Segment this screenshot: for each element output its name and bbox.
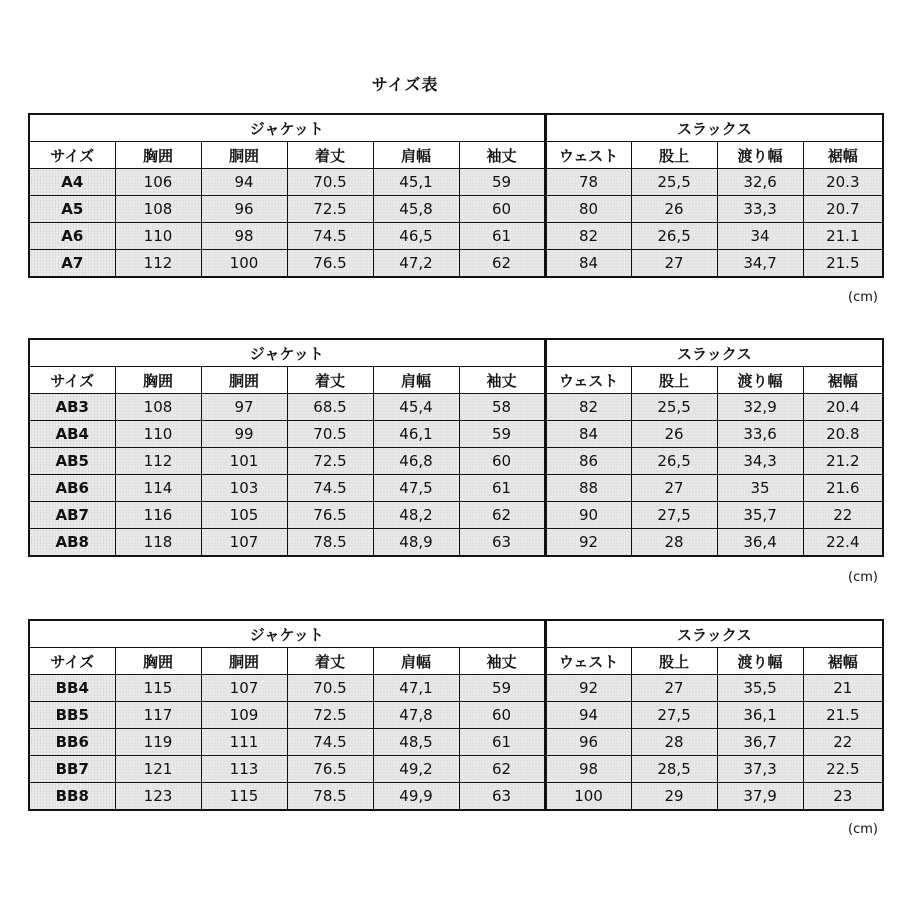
- table-row: [29, 756, 883, 783]
- unit-label-bb: (cm): [848, 822, 878, 837]
- value-cell-hem: 21.6: [803, 475, 883, 502]
- value-cell-thigh: 37,3: [717, 756, 803, 783]
- value-cell-chest: 123: [115, 783, 201, 811]
- value-cell-waist-girth: 98: [201, 223, 287, 250]
- value-cell-hem: 20.7: [803, 196, 883, 223]
- column-header-sleeve: 袖丈: [459, 142, 545, 169]
- value-cell-hem: 21: [803, 675, 883, 702]
- value-cell-chest: 119: [115, 729, 201, 756]
- column-header-chest: 胸囲: [115, 142, 201, 169]
- column-header-hem: 裾幅: [803, 142, 883, 169]
- value-cell-sleeve: 62: [459, 502, 545, 529]
- value-cell-sleeve: 60: [459, 448, 545, 475]
- value-cell-waist: 90: [545, 502, 631, 529]
- size-label-cell: AB6: [29, 475, 115, 502]
- value-cell-chest: 117: [115, 702, 201, 729]
- column-header-length: 着丈: [287, 367, 373, 394]
- value-cell-length: 70.5: [287, 169, 373, 196]
- column-header-length: 着丈: [287, 142, 373, 169]
- slacks-group-header: スラックス: [545, 339, 883, 367]
- table-row: [29, 448, 883, 475]
- column-header-chest: 胸囲: [115, 648, 201, 675]
- value-cell-waist-girth: 107: [201, 529, 287, 557]
- value-cell-sleeve: 60: [459, 196, 545, 223]
- value-cell-thigh: 36,1: [717, 702, 803, 729]
- column-header-shoulder: 肩幅: [373, 142, 459, 169]
- table-row: [29, 702, 883, 729]
- value-cell-length: 74.5: [287, 475, 373, 502]
- value-cell-waist: 82: [545, 223, 631, 250]
- value-cell-shoulder: 45,4: [373, 394, 459, 421]
- column-header-row: [29, 367, 883, 394]
- value-cell-rise: 26: [631, 421, 717, 448]
- value-cell-length: 76.5: [287, 756, 373, 783]
- table-row: [29, 729, 883, 756]
- value-cell-hem: 20.4: [803, 394, 883, 421]
- value-cell-sleeve: 59: [459, 421, 545, 448]
- value-cell-waist: 82: [545, 394, 631, 421]
- value-cell-chest: 116: [115, 502, 201, 529]
- value-cell-rise: 28: [631, 529, 717, 557]
- value-cell-chest: 112: [115, 250, 201, 278]
- table-row: [29, 783, 883, 811]
- value-cell-hem: 22.5: [803, 756, 883, 783]
- value-cell-waist-girth: 107: [201, 675, 287, 702]
- value-cell-sleeve: 60: [459, 702, 545, 729]
- table-row: [29, 475, 883, 502]
- page-title: サイズ表: [371, 75, 439, 94]
- value-cell-length: 72.5: [287, 196, 373, 223]
- value-cell-thigh: 36,4: [717, 529, 803, 557]
- value-cell-thigh: 32,6: [717, 169, 803, 196]
- size-label-cell: AB4: [29, 421, 115, 448]
- value-cell-rise: 28: [631, 729, 717, 756]
- value-cell-waist: 92: [545, 529, 631, 557]
- value-cell-waist: 86: [545, 448, 631, 475]
- column-header-rise: 股上: [631, 142, 717, 169]
- value-cell-waist-girth: 101: [201, 448, 287, 475]
- value-cell-chest: 118: [115, 529, 201, 557]
- value-cell-waist: 96: [545, 729, 631, 756]
- value-cell-length: 68.5: [287, 394, 373, 421]
- value-cell-thigh: 34,7: [717, 250, 803, 278]
- value-cell-chest: 121: [115, 756, 201, 783]
- value-cell-chest: 112: [115, 448, 201, 475]
- value-cell-waist-girth: 100: [201, 250, 287, 278]
- size-label-cell: AB3: [29, 394, 115, 421]
- value-cell-sleeve: 63: [459, 783, 545, 811]
- value-cell-hem: 20.3: [803, 169, 883, 196]
- value-cell-thigh: 33,3: [717, 196, 803, 223]
- table-row: [29, 196, 883, 223]
- value-cell-sleeve: 62: [459, 250, 545, 278]
- column-header-shoulder: 肩幅: [373, 367, 459, 394]
- value-cell-shoulder: 46,8: [373, 448, 459, 475]
- unit-label-a: (cm): [848, 290, 878, 305]
- value-cell-waist-girth: 103: [201, 475, 287, 502]
- value-cell-rise: 27,5: [631, 502, 717, 529]
- value-cell-chest: 114: [115, 475, 201, 502]
- value-cell-hem: 21.1: [803, 223, 883, 250]
- value-cell-sleeve: 59: [459, 675, 545, 702]
- value-cell-rise: 29: [631, 783, 717, 811]
- value-cell-hem: 21.5: [803, 702, 883, 729]
- value-cell-shoulder: 47,8: [373, 702, 459, 729]
- value-cell-hem: 21.2: [803, 448, 883, 475]
- value-cell-rise: 26: [631, 196, 717, 223]
- slacks-group-header: スラックス: [545, 114, 883, 142]
- value-cell-waist-girth: 109: [201, 702, 287, 729]
- column-header-thigh: 渡り幅: [717, 648, 803, 675]
- value-cell-shoulder: 49,2: [373, 756, 459, 783]
- group-header-row: [29, 620, 883, 648]
- value-cell-shoulder: 45,1: [373, 169, 459, 196]
- value-cell-chest: 108: [115, 394, 201, 421]
- value-cell-sleeve: 62: [459, 756, 545, 783]
- column-header-thigh: 渡り幅: [717, 142, 803, 169]
- column-header-size: サイズ: [29, 648, 115, 675]
- table-row: [29, 675, 883, 702]
- value-cell-shoulder: 47,5: [373, 475, 459, 502]
- column-header-waist-girth: 胴囲: [201, 648, 287, 675]
- value-cell-length: 70.5: [287, 675, 373, 702]
- value-cell-chest: 108: [115, 196, 201, 223]
- value-cell-thigh: 35: [717, 475, 803, 502]
- value-cell-shoulder: 47,2: [373, 250, 459, 278]
- value-cell-thigh: 36,7: [717, 729, 803, 756]
- value-cell-waist: 98: [545, 756, 631, 783]
- value-cell-waist-girth: 96: [201, 196, 287, 223]
- value-cell-thigh: 35,5: [717, 675, 803, 702]
- group-header-row: [29, 339, 883, 367]
- value-cell-sleeve: 63: [459, 529, 545, 557]
- group-header-row: [29, 114, 883, 142]
- column-header-waist-girth: 胴囲: [201, 367, 287, 394]
- value-cell-thigh: 34,3: [717, 448, 803, 475]
- column-header-sleeve: 袖丈: [459, 648, 545, 675]
- value-cell-thigh: 35,7: [717, 502, 803, 529]
- value-cell-hem: 21.5: [803, 250, 883, 278]
- value-cell-shoulder: 47,1: [373, 675, 459, 702]
- value-cell-rise: 26,5: [631, 223, 717, 250]
- value-cell-shoulder: 48,9: [373, 529, 459, 557]
- value-cell-length: 74.5: [287, 223, 373, 250]
- size-label-cell: BB5: [29, 702, 115, 729]
- value-cell-shoulder: 48,5: [373, 729, 459, 756]
- size-label-cell: AB7: [29, 502, 115, 529]
- value-cell-waist: 84: [545, 250, 631, 278]
- value-cell-waist: 80: [545, 196, 631, 223]
- table-row: [29, 394, 883, 421]
- table-row: [29, 529, 883, 557]
- value-cell-length: 76.5: [287, 502, 373, 529]
- size-table-ab: [28, 338, 884, 557]
- value-cell-chest: 110: [115, 223, 201, 250]
- value-cell-sleeve: 61: [459, 223, 545, 250]
- column-header-size: サイズ: [29, 367, 115, 394]
- jacket-group-header: ジャケット: [29, 620, 545, 648]
- value-cell-chest: 106: [115, 169, 201, 196]
- value-cell-sleeve: 61: [459, 475, 545, 502]
- column-header-waist: ウェスト: [545, 648, 631, 675]
- column-header-shoulder: 肩幅: [373, 648, 459, 675]
- column-header-chest: 胸囲: [115, 367, 201, 394]
- column-header-hem: 裾幅: [803, 367, 883, 394]
- value-cell-sleeve: 58: [459, 394, 545, 421]
- jacket-group-header: ジャケット: [29, 114, 545, 142]
- column-header-waist: ウェスト: [545, 142, 631, 169]
- value-cell-shoulder: 46,1: [373, 421, 459, 448]
- size-label-cell: A5: [29, 196, 115, 223]
- value-cell-chest: 115: [115, 675, 201, 702]
- column-header-length: 着丈: [287, 648, 373, 675]
- column-header-row: [29, 648, 883, 675]
- column-header-waist-girth: 胴囲: [201, 142, 287, 169]
- value-cell-waist-girth: 97: [201, 394, 287, 421]
- size-label-cell: BB7: [29, 756, 115, 783]
- value-cell-waist-girth: 105: [201, 502, 287, 529]
- column-header-hem: 裾幅: [803, 648, 883, 675]
- value-cell-thigh: 37,9: [717, 783, 803, 811]
- value-cell-shoulder: 45,8: [373, 196, 459, 223]
- value-cell-length: 74.5: [287, 729, 373, 756]
- value-cell-waist-girth: 115: [201, 783, 287, 811]
- value-cell-waist: 84: [545, 421, 631, 448]
- value-cell-thigh: 33,6: [717, 421, 803, 448]
- column-header-rise: 股上: [631, 367, 717, 394]
- value-cell-rise: 27,5: [631, 702, 717, 729]
- size-label-cell: AB8: [29, 529, 115, 557]
- value-cell-hem: 22.4: [803, 529, 883, 557]
- value-cell-chest: 110: [115, 421, 201, 448]
- value-cell-waist: 92: [545, 675, 631, 702]
- value-cell-waist-girth: 113: [201, 756, 287, 783]
- value-cell-waist-girth: 99: [201, 421, 287, 448]
- size-label-cell: BB8: [29, 783, 115, 811]
- size-label-cell: A4: [29, 169, 115, 196]
- column-header-size: サイズ: [29, 142, 115, 169]
- value-cell-rise: 25,5: [631, 169, 717, 196]
- column-header-row: [29, 142, 883, 169]
- size-label-cell: AB5: [29, 448, 115, 475]
- jacket-group-header: ジャケット: [29, 339, 545, 367]
- value-cell-rise: 27: [631, 250, 717, 278]
- column-header-waist: ウェスト: [545, 367, 631, 394]
- value-cell-waist: 94: [545, 702, 631, 729]
- value-cell-sleeve: 61: [459, 729, 545, 756]
- column-header-sleeve: 袖丈: [459, 367, 545, 394]
- value-cell-waist: 100: [545, 783, 631, 811]
- value-cell-length: 78.5: [287, 529, 373, 557]
- value-cell-shoulder: 49,9: [373, 783, 459, 811]
- value-cell-waist: 88: [545, 475, 631, 502]
- value-cell-thigh: 34: [717, 223, 803, 250]
- value-cell-waist-girth: 94: [201, 169, 287, 196]
- value-cell-hem: 22: [803, 729, 883, 756]
- size-label-cell: BB6: [29, 729, 115, 756]
- value-cell-waist: 78: [545, 169, 631, 196]
- value-cell-hem: 23: [803, 783, 883, 811]
- table-row: [29, 169, 883, 196]
- size-label-cell: A7: [29, 250, 115, 278]
- size-label-cell: BB4: [29, 675, 115, 702]
- value-cell-rise: 25,5: [631, 394, 717, 421]
- slacks-group-header: スラックス: [545, 620, 883, 648]
- table-row: [29, 502, 883, 529]
- unit-label-ab: (cm): [848, 570, 878, 585]
- size-table-a: [28, 113, 884, 278]
- value-cell-length: 72.5: [287, 448, 373, 475]
- table-row: [29, 421, 883, 448]
- value-cell-rise: 26,5: [631, 448, 717, 475]
- size-table-bb: [28, 619, 884, 811]
- value-cell-length: 78.5: [287, 783, 373, 811]
- size-label-cell: A6: [29, 223, 115, 250]
- value-cell-shoulder: 46,5: [373, 223, 459, 250]
- table-row: [29, 223, 883, 250]
- value-cell-shoulder: 48,2: [373, 502, 459, 529]
- value-cell-rise: 28,5: [631, 756, 717, 783]
- value-cell-sleeve: 59: [459, 169, 545, 196]
- value-cell-length: 72.5: [287, 702, 373, 729]
- value-cell-hem: 22: [803, 502, 883, 529]
- column-header-rise: 股上: [631, 648, 717, 675]
- value-cell-length: 76.5: [287, 250, 373, 278]
- value-cell-waist-girth: 111: [201, 729, 287, 756]
- value-cell-rise: 27: [631, 475, 717, 502]
- value-cell-length: 70.5: [287, 421, 373, 448]
- value-cell-hem: 20.8: [803, 421, 883, 448]
- value-cell-thigh: 32,9: [717, 394, 803, 421]
- value-cell-rise: 27: [631, 675, 717, 702]
- table-row: [29, 250, 883, 278]
- column-header-thigh: 渡り幅: [717, 367, 803, 394]
